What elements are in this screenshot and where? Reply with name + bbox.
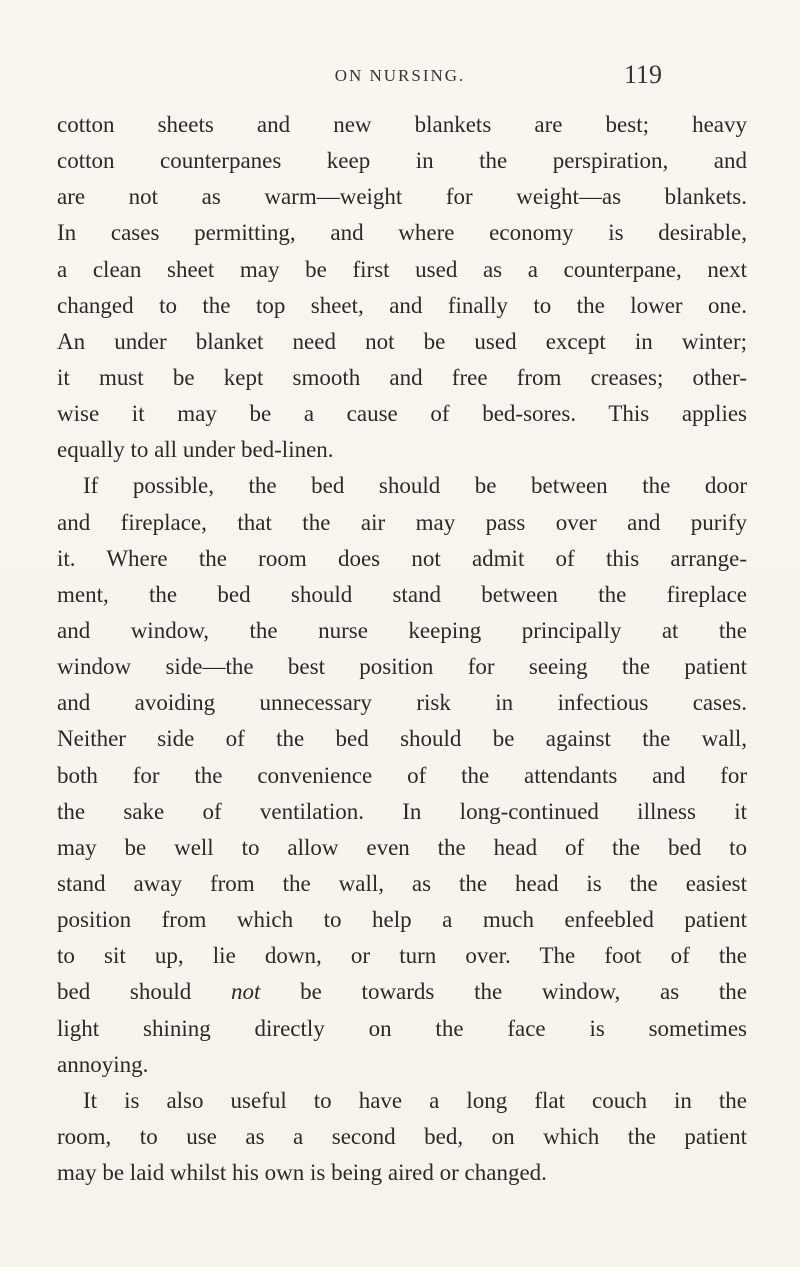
paragraph-end-line: annoying.	[57, 1051, 149, 1077]
text-line: window side—the best position for seeing the patient	[57, 654, 747, 680]
page-number: 119	[623, 60, 662, 89]
text-line: cotton sheets and new blankets are best; heavy	[57, 112, 747, 137]
text-line: the sake of ventilation. In long-continued illness it	[57, 798, 747, 824]
paragraph-start-line: It is also useful to have a long flat couch in the	[83, 1087, 747, 1113]
text-line: and fireplace, that the air may pass over and purify	[57, 509, 747, 535]
text-line: it must be kept smooth and free from creases; other-	[57, 364, 747, 390]
body-text	[57, 107, 747, 1191]
text-line: and window, the nurse keeping principally at the	[57, 617, 747, 643]
text-line: An under blanket need not be used except in winter;	[57, 328, 747, 354]
text-segment: bed should	[57, 979, 231, 1005]
text-line: changed to the top sheet, and finally to the lower one.	[57, 292, 747, 318]
text-line: light shining directly on the face is sometimes	[57, 1015, 747, 1041]
text-line: are not as warm—weight for weight—as blankets.	[57, 184, 747, 210]
text-line: may be well to allow even the head of the bed to	[57, 834, 747, 860]
text-line-with-emphasis	[57, 974, 747, 1010]
paragraph-start-line: If possible, the bed should be between the door	[83, 473, 747, 499]
paragraph-end-line: may be laid whilst his own is being aired or changed.	[57, 1160, 547, 1186]
text-line: wise it may be a cause of bed-sores. This applies	[57, 401, 747, 427]
text-line: position from which to help a much enfeebled patient	[57, 907, 747, 933]
text-line: it. Where the room does not admit of this arrange-	[57, 545, 747, 571]
text-line: both for the convenience of the attendants and for	[57, 762, 747, 788]
text-line: ment, the bed should stand between the fireplace	[57, 581, 747, 607]
paragraph-end-line: equally to all under bed-linen.	[57, 437, 334, 463]
text-line: stand away from the wall, as the head is the easiest	[57, 870, 747, 896]
text-line: Neither side of the bed should be against the wall,	[57, 726, 747, 752]
page-header	[0, 60, 800, 100]
text-line: cotton counterpanes keep in the perspiration, and	[57, 148, 747, 174]
text-line: room, to use as a second bed, on which the patient	[57, 1123, 747, 1149]
text-line: a clean sheet may be first used as a counterpane, next	[57, 256, 747, 282]
emphasized-word: not	[231, 979, 261, 1005]
text-segment: be towards the window, as the	[260, 979, 747, 1005]
running-head: ON NURSING.	[334, 66, 466, 85]
text-line: to sit up, lie down, or turn over. The foot of the	[57, 943, 747, 969]
text-line: In cases permitting, and where economy is desirable,	[57, 220, 747, 246]
text-line: and avoiding unnecessary risk in infectious cases.	[57, 690, 747, 716]
